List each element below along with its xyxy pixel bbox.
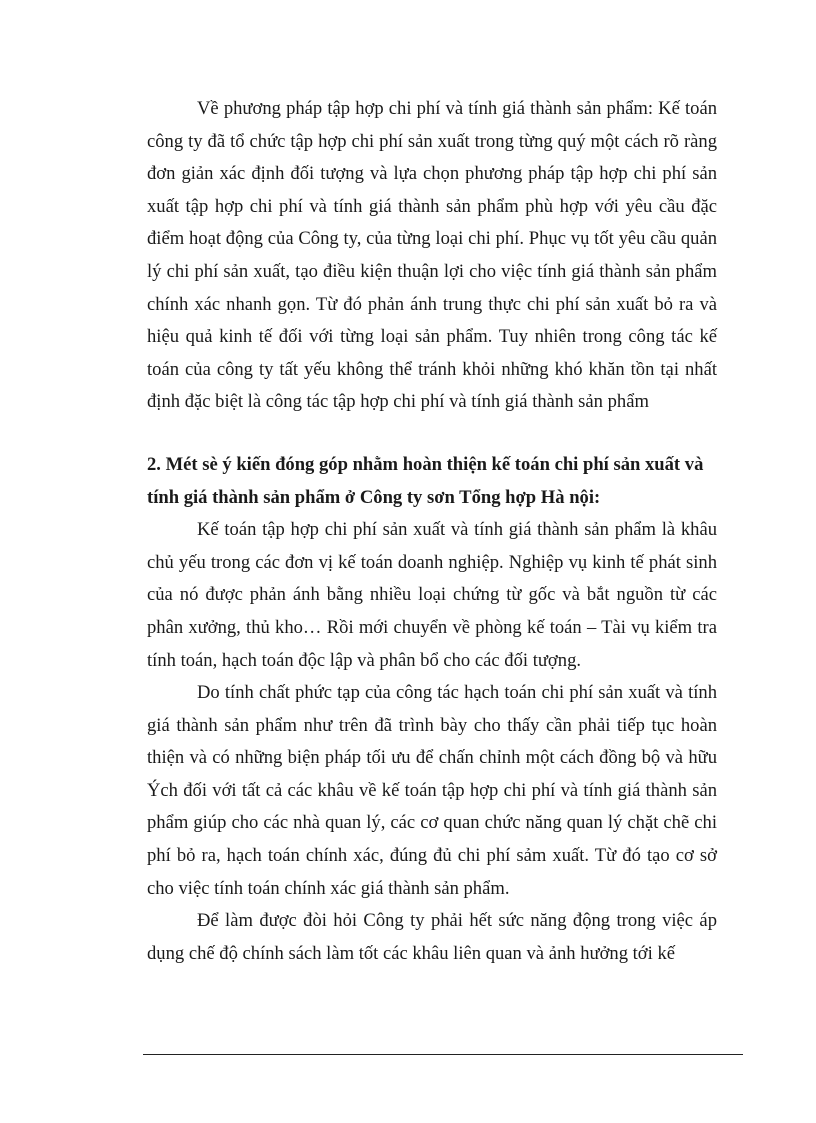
section-heading: 2. Mét sè ý kiến đóng góp nhằm hoàn thiện kế toán chi phí sản xuất và tính giá thành sản phẩm ở Công ty sơn Tổng hợp Hà nội: bbox=[147, 453, 704, 508]
footer-divider bbox=[143, 1054, 743, 1055]
paragraph-company-requirements: Để làm được đòi hỏi Công ty phải hết sức năng động trong việc áp dụng chế độ chính sách làm tốt các khâu liên quan và ảnh hưởng tới kế bbox=[147, 910, 717, 964]
paragraph-accounting-role: Kế toán tập hợp chi phí sản xuất và tính giá thành sản phẩm là khâu chủ yếu trong các đơn vị kế toán doanh nghiệp. Nghiệp vụ kinh tế phát sinh của nó được phản ánh bằng nhiều loại chứng từ gốc và bắt nguồn từ các phân xưởng, thủ kho… Rồi mới chuyển về phòng kế toán – Tài vụ kiểm tra tính toán, hạch toán độc lập và phân bổ cho các đối tượng. bbox=[147, 519, 717, 671]
paragraph-cost-methods: Về phương pháp tập hợp chi phí và tính giá thành sản phẩm: Kế toán công ty đã tổ chức tập hợp chi phí sản xuất trong từng quý một cách rõ ràng đơn giản xác định đối tượng và lựa chọn phương pháp tập hợp chi phí sản xuất tập hợp chi phí và tính giá thành sản phẩm phù hợp với yêu cầu đặc điểm hoạt động của Công ty, của từng loại chi phí. Phục vụ tốt yêu cầu quản lý chi phí sản xuất, tạo điều kiện thuận lợi cho việc tính giá thành sản phẩm chính xác nhanh gọn. Từ đó phản ánh trung thực chi phí sản xuất bỏ ra và hiệu quả kinh tế đối với từng loại sản phẩm. Tuy nhiên trong công tác kế toán của công ty tất yếu không thể tránh khỏi những khó khăn tồn tại nhất định đặc biệt là công tác tập hợp chi phí và tính giá thành sản phẩm bbox=[147, 98, 717, 413]
document-page bbox=[147, 93, 717, 970]
paragraph-improvement-need: Do tính chất phức tạp của công tác hạch toán chi phí sản xuất và tính giá thành sản phẩm như trên đã trình bày cho thấy cần phải tiếp tục hoàn thiện và có những biện pháp tối ưu để chấn chỉnh một cách đồng bộ và hữu Ých đối với tất cả các khâu về kế toán tập hợp chi phí và tính giá thành sản phẩm giúp cho các nhà quan lý, các cơ quan chức năng quan lý chặt chẽ chi phí bỏ ra, hạch toán chính xác, đúng đủ chi phí sảm xuất. Từ đó tạo cơ sở cho việc tính toán chính xác giá thành sản phẩm. bbox=[147, 682, 717, 899]
